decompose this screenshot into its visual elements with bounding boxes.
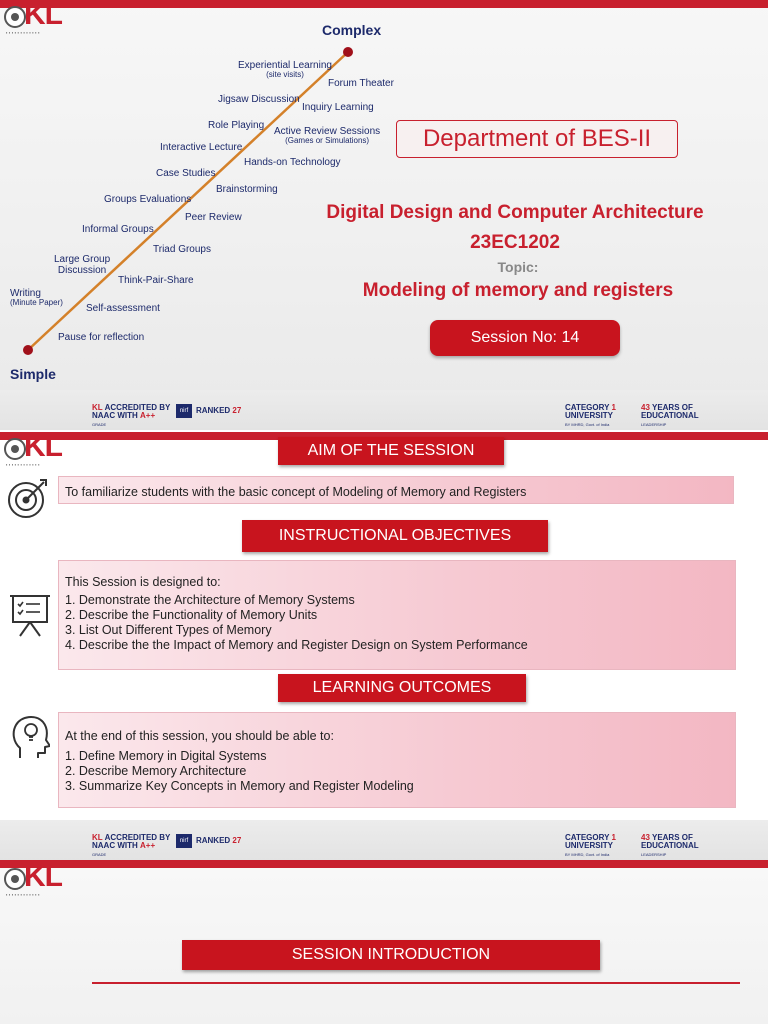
complex-dot	[343, 47, 353, 57]
divider-rule	[92, 982, 740, 984]
logo-text: KL	[24, 432, 62, 463]
staircase-step-label: Hands-on Technology	[244, 157, 341, 168]
nirf-icon: nirf	[176, 404, 192, 418]
staircase-step	[274, 126, 380, 146]
staircase-step-label: Case Studies	[156, 168, 216, 179]
years-leadership: 43 YEARS OF EDUCATIONAL LEADERSHIP	[641, 403, 699, 427]
staircase-step-label: Informal Groups	[82, 224, 154, 235]
session-intro-banner: SESSION INTRODUCTION	[182, 940, 600, 970]
outcome-item: 3. Summarize Key Concepts in Memory and Register Modeling	[65, 779, 414, 793]
target-icon	[6, 476, 50, 520]
staircase-step	[118, 275, 194, 286]
outcomes-list	[65, 749, 729, 793]
kl-logo	[4, 860, 84, 900]
staircase-step-label: Jigsaw Discussion	[218, 94, 300, 105]
objective-item: 1. Demonstrate the Architecture of Memory Systems	[65, 593, 355, 607]
objective-item: 2. Describe the Functionality of Memory Units	[65, 608, 318, 622]
head-lightbulb-icon	[10, 714, 50, 760]
staircase-step	[86, 303, 160, 314]
staircase-step	[328, 78, 394, 89]
outcomes-box	[58, 712, 736, 808]
intro-slide	[0, 820, 768, 1024]
topic: Modeling of memory and registers	[362, 280, 674, 301]
staircase-step-sublabel: (Games or Simulations)	[285, 136, 370, 145]
nirf-icon: nirf	[176, 834, 192, 848]
staircase-step	[153, 244, 211, 255]
staircase-step-label: Forum Theater	[328, 78, 394, 89]
logo-text: KL	[24, 860, 62, 893]
staircase-step	[58, 332, 144, 343]
staircase-step	[302, 102, 374, 113]
objectives-intro: This Session is designed to:	[65, 575, 221, 589]
staircase-step	[156, 168, 215, 179]
outcomes-intro: At the end of this session, you should be able to:	[65, 729, 334, 743]
staircase-step	[104, 194, 191, 205]
staircase-step	[238, 60, 332, 80]
staircase-step	[160, 142, 242, 153]
objective-item: 3. List Out Different Types of Memory	[65, 623, 272, 637]
staircase-step-label: Large Group	[54, 254, 111, 265]
nirf-ranking: nirf RANKED 27	[176, 834, 241, 848]
simple-dot	[23, 345, 33, 355]
session-badge: Session No: 14	[430, 320, 620, 356]
staircase-step-label: Peer Review	[185, 212, 242, 223]
topic-label: Topic:	[497, 259, 539, 275]
title-slide	[0, 0, 768, 430]
logo-university-icon: ▪▪▪▪▪▪▪▪▪▪▪▪	[6, 892, 42, 897]
course-code: 23EC1202	[470, 232, 560, 253]
staircase-step	[208, 120, 264, 131]
aims-slide	[0, 432, 768, 818]
staircase-step-label: Inquiry Learning	[302, 102, 374, 113]
staircase-step-label: Experiential Learning	[238, 60, 332, 71]
category-university: CATEGORY 1 UNIVERSITY BY MHRD, Govt. of India	[565, 833, 616, 857]
outcomes-banner: LEARNING OUTCOMES	[278, 674, 526, 702]
staircase-step	[244, 157, 341, 168]
footer-strip	[0, 820, 768, 860]
top-bar	[0, 860, 768, 868]
staircase-step	[218, 94, 300, 105]
staircase-step-label: Writing	[10, 288, 41, 299]
staircase-step-label: Pause for reflection	[58, 332, 145, 343]
objectives-box	[58, 560, 736, 670]
staircase-step-label: Interactive Lecture	[160, 142, 243, 153]
naac-accreditation: KL ACCREDITED BY NAAC WITH A++ GRADE	[92, 403, 171, 427]
footer-strip	[0, 390, 768, 430]
kl-logo	[4, 432, 84, 470]
staircase-step-sublabel: Discussion	[57, 265, 107, 276]
outcome-item: 1. Define Memory in Digital Systems	[65, 749, 267, 763]
staircase-step-label: Role Playing	[208, 120, 265, 131]
complex-label: Complex	[322, 22, 382, 38]
logo-university-icon: ▪▪▪▪▪▪▪▪▪▪▪▪	[6, 30, 42, 35]
staircase-step	[185, 212, 242, 223]
naac-accreditation: KL ACCREDITED BY NAAC WITH A++ GRADE	[92, 833, 171, 857]
seal-icon	[4, 868, 26, 890]
aim-box	[58, 476, 734, 504]
staircase-step-sublabel: (Minute Paper)	[10, 298, 63, 307]
staircase-step	[10, 288, 63, 308]
presentation-board-icon	[8, 592, 52, 638]
staircase-step-label: Active Review Sessions	[274, 126, 381, 137]
simple-label: Simple	[10, 366, 56, 382]
staircase-step-label: Groups Evaluations	[104, 194, 192, 205]
staircase-step-label: Triad Groups	[153, 244, 211, 255]
objectives-list	[65, 593, 729, 652]
objectives-banner: INSTRUCTIONAL OBJECTIVES	[242, 520, 548, 552]
staircase-step-label: Self-assessment	[86, 303, 160, 314]
outcome-item: 2. Describe Memory Architecture	[65, 764, 247, 778]
years-leadership: 43 YEARS OF EDUCATIONAL LEADERSHIP	[641, 833, 699, 857]
staircase-step	[82, 224, 154, 235]
staircase-step	[54, 254, 110, 276]
staircase-step-label: Think-Pair-Share	[118, 275, 194, 286]
staircase-step	[216, 184, 278, 195]
course-title: Digital Design and Computer Architecture	[326, 202, 704, 223]
aim-text: To familiarize students with the basic concept of Modeling of Memory and Registers	[65, 485, 527, 499]
nirf-ranking: nirf RANKED 27	[176, 404, 241, 418]
logo-text: KL	[24, 0, 62, 31]
staircase-step-label: Brainstorming	[216, 184, 278, 195]
seal-icon	[4, 438, 26, 460]
objective-item: 4. Describe the the Impact of Memory and Register Design on System Performance	[65, 638, 528, 652]
logo-university-icon: ▪▪▪▪▪▪▪▪▪▪▪▪	[6, 462, 42, 467]
staircase-step-sublabel: (site visits)	[266, 70, 304, 79]
department-box: Department of BES-II	[396, 120, 678, 158]
aim-banner: AIM OF THE SESSION	[278, 437, 504, 465]
category-university: CATEGORY 1 UNIVERSITY BY MHRD, Govt. of India	[565, 403, 616, 427]
